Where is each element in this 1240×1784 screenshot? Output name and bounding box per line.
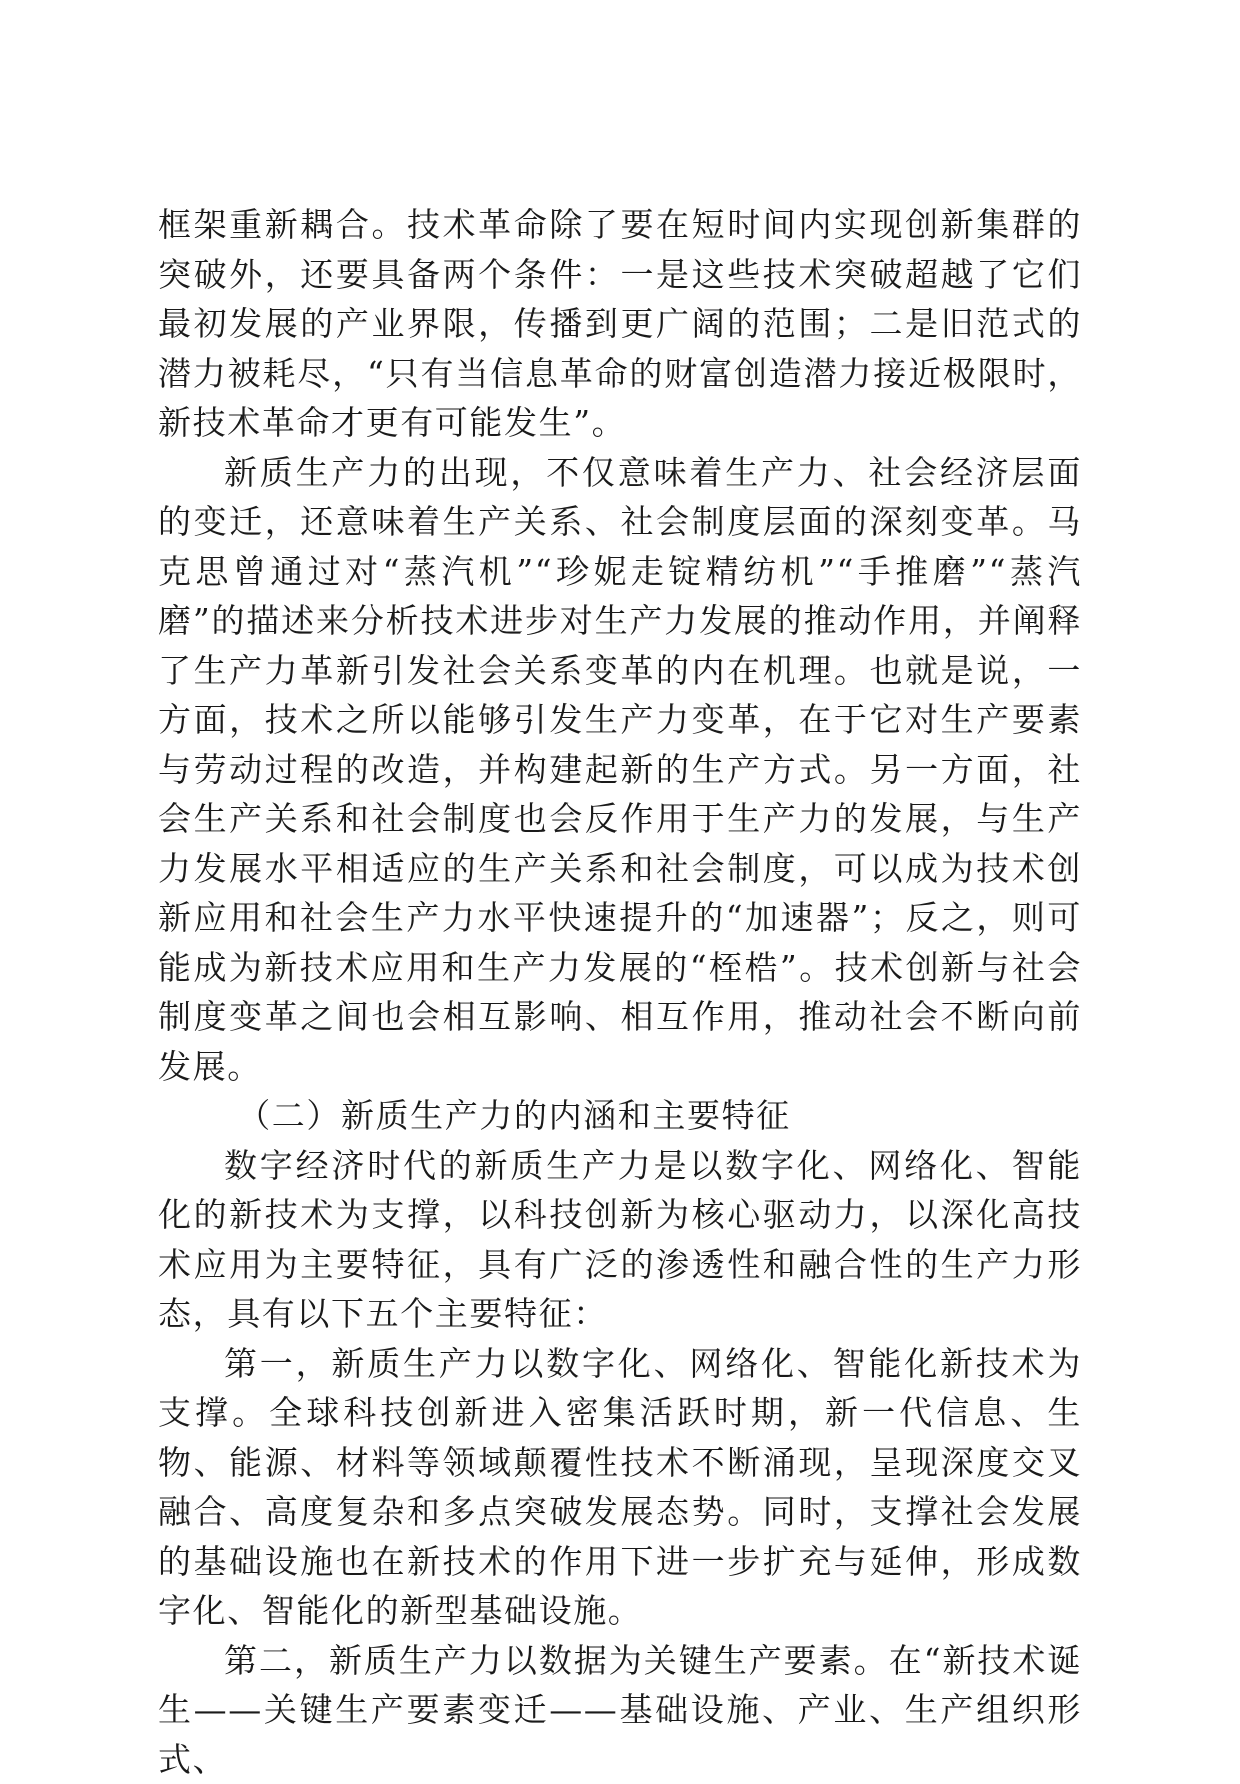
section-heading: （二）新质生产力的内涵和主要特征	[158, 1091, 1082, 1141]
paragraph-social-change: 新质生产力的出现，不仅意味着生产力、社会经济层面的变迁，还意味着生产关系、社会制度层面的深刻变革。马克思曾通过对“蒸汽机”“珍妮走锭精纺机”“手推磨”“蒸汽磨”的描述来分析技术进步对生产力发展的推动作用，并阐释了生产力革新引发社会关系变革的内在机理。也就是说，一方面，技术之所以能够引发生产力变革，在于它对生产要素与劳动过程的改造，并构建起新的生产方式。另一方面，社会生产关系和社会制度也会反作用于生产力的发展，与生产力发展水平相适应的生产关系和社会制度，可以成为技术创新应用和社会生产力水平快速提升的“加速器”；反之，则可能成为新技术应用和生产力发展的“桎梏”。技术创新与社会制度变革之间也会相互影响、相互作用，推动社会不断向前发展。	[158, 448, 1082, 1092]
paragraph-definition: 数字经济时代的新质生产力是以数字化、网络化、智能化的新技术为支撑，以科技创新为核心驱动力，以深化高技术应用为主要特征，具有广泛的渗透性和融合性的生产力形态，具有以下五个主要特征：	[158, 1141, 1082, 1339]
document-page	[158, 200, 1082, 1784]
paragraph-continuation: 框架重新耦合。技术革命除了要在短时间内实现创新集群的突破外，还要具备两个条件：一是这些技术突破超越了它们最初发展的产业界限，传播到更广阔的范围；二是旧范式的潜力被耗尽，“只有当信息革命的财富创造潜力接近极限时，新技术革命才更有可能发生”。	[158, 200, 1082, 448]
paragraph-feature-two: 第二，新质生产力以数据为关键生产要素。在“新技术诞生——关键生产要素变迁——基础设施、产业、生产组织形式、	[158, 1636, 1082, 1784]
paragraph-feature-one: 第一，新质生产力以数字化、网络化、智能化新技术为支撑。全球科技创新进入密集活跃时期，新一代信息、生物、能源、材料等领域颠覆性技术不断涌现，呈现深度交叉融合、高度复杂和多点突破发展态势。同时，支撑社会发展的基础设施也在新技术的作用下进一步扩充与延伸，形成数字化、智能化的新型基础设施。	[158, 1339, 1082, 1636]
